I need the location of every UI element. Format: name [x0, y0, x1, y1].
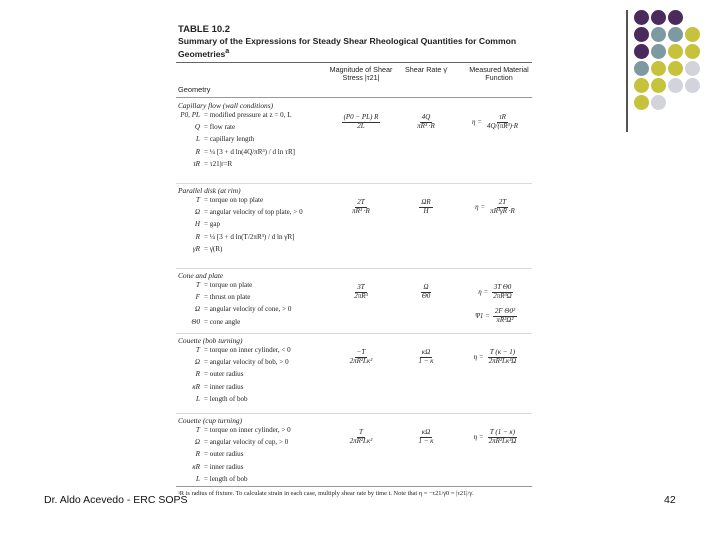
definition-text: = angular velocity of bob, > 0 [204, 358, 289, 367]
shear-rate-expression-fraction-denominator: Θ0 [421, 291, 431, 300]
definition-text: = torque on inner cylinder, < 0 [204, 346, 291, 354]
definition-text: = thrust on plate [204, 293, 251, 302]
definition-symbol: Ω [194, 208, 200, 217]
header-stress: Magnitude of Shear Stress |τ21| [329, 65, 393, 83]
definition-text: = cone angle [204, 317, 241, 326]
shear-stress-expression-fraction-denominator: 2πR²Lκ² [349, 436, 373, 445]
table-title-footnote-mark: a [225, 47, 230, 56]
shear-stress-expression [326, 429, 396, 445]
rheology-summary-table [176, 22, 536, 508]
definition-symbol: Ω [194, 358, 200, 367]
decorative-dot [651, 27, 666, 42]
definition-text: = τ21|r=R [204, 159, 233, 168]
shear-rate-expression-fraction-numerator: Ω [423, 283, 429, 291]
definition-text: = angular velocity of cone, > 0 [204, 305, 292, 314]
material-function-expression-fraction [487, 349, 519, 365]
section-divider [176, 183, 532, 184]
decorative-dot [668, 44, 683, 59]
shear-rate-expression-fraction-denominator: 1 − κ [418, 356, 434, 365]
definition-symbol: R [195, 450, 200, 459]
shear-rate-expression-fraction-denominator: H [423, 206, 429, 215]
definition-symbol: Ω [194, 438, 200, 447]
shear-rate-expression-fraction-denominator: 1 − κ [418, 436, 434, 445]
shear-rate-expression [401, 429, 451, 445]
shear-stress-expression-fraction [342, 114, 381, 130]
geometry-name: Couette (bob turning) [178, 336, 243, 345]
material-function-expression-fraction-denominator: πR³γ̇R ·R [490, 206, 515, 215]
definition-text: = angular velocity of top plate, > 0 [204, 208, 303, 217]
material-function-expression-fraction-numerator: 2T [498, 198, 507, 206]
shear-rate-expression-fraction [416, 349, 435, 365]
shear-stress-expression [326, 114, 396, 130]
shear-stress-expression-fraction-numerator: T [359, 428, 363, 436]
header-rate: Shear Rate γ̇ [405, 65, 447, 74]
material-function-expression-2-fraction-denominator: πR²Ω² [496, 315, 514, 324]
material-function-expression-lhs: η = [471, 117, 482, 126]
shear-stress-expression-fraction [348, 429, 375, 445]
definition-symbol: Ω [194, 305, 200, 314]
shear-stress-expression-fraction-numerator: 2T [357, 198, 365, 206]
material-function-expression-2-fraction [493, 308, 517, 324]
decorative-dot [634, 27, 649, 42]
definition-symbol: T [196, 426, 200, 434]
material-function-expression-fraction-denominator: 2πR³Ω [493, 291, 512, 300]
decorative-dot [685, 61, 700, 76]
definition-text: = torque on inner cylinder, > 0 [204, 426, 291, 434]
definition-symbol: Θ0 [191, 317, 200, 326]
shear-rate-expression-fraction [415, 114, 437, 130]
decorative-dot [634, 44, 649, 59]
shear-stress-expression-fraction [352, 284, 369, 300]
shear-rate-expression-fraction-denominator: πR³ ·R [417, 121, 435, 130]
decorative-dot [651, 95, 666, 110]
shear-stress-expression-fraction [350, 199, 372, 215]
material-function-expression-lhs: η = [478, 287, 489, 296]
material-function-expression-2 [458, 308, 534, 324]
shear-stress-expression [326, 349, 396, 365]
definition-symbol: γ̇R [192, 244, 200, 253]
definition-text: = outer radius [204, 450, 244, 459]
decorative-dot [668, 61, 683, 76]
slide-footer-caption: Dr. Aldo Acevedo - ERC SOPS [44, 494, 188, 506]
definition-text: = inner radius [204, 462, 244, 471]
definition-symbol: κR [192, 462, 200, 471]
material-function-expression-fraction-numerator: 3T Θ0 [493, 283, 512, 291]
section-divider [176, 413, 532, 414]
shear-rate-expression-fraction-numerator: ΩR [421, 198, 431, 206]
definition-symbol: H [194, 220, 200, 229]
definition-symbol: τR [193, 159, 200, 168]
material-function-expression-fraction-denominator: 4Q/(πR³)·R [486, 121, 519, 130]
decorative-dot [634, 95, 649, 110]
definition-text: = flow rate [204, 123, 236, 132]
material-function-expression [458, 114, 534, 130]
definition-symbol: L [196, 474, 200, 483]
material-function-expression-fraction-denominator: 2πR²Lκ³Ω [488, 356, 517, 365]
definition-text: = ¼ [3 + d ln(T/2πR³) / d ln γ̇R] [204, 232, 295, 241]
definition-text: = angular velocity of cup, > 0 [204, 438, 289, 447]
shear-stress-expression-fraction-denominator: 2πR³ [354, 291, 368, 300]
decorative-dot [668, 78, 683, 93]
decorative-dot [685, 44, 700, 59]
shear-rate-expression [401, 114, 451, 130]
decorative-dot [685, 27, 700, 42]
definition-text: = modified pressure at z = 0, L [204, 111, 292, 119]
material-function-expression [458, 199, 534, 215]
definition-text: = length of bob [204, 474, 248, 483]
geometry-name: Couette (cup turning) [178, 416, 243, 425]
shear-rate-expression [401, 284, 451, 300]
definition-text: = outer radius [204, 370, 244, 379]
material-function-expression [458, 349, 534, 365]
material-function-expression-lhs: η = [473, 432, 484, 441]
shear-rate-expression-fraction [416, 429, 435, 445]
geometry-name: Cone and plate [178, 271, 224, 280]
material-function-expression-lhs: η = [475, 202, 486, 211]
definition-symbol: κR [192, 382, 200, 391]
decorative-dot [685, 78, 700, 93]
shear-stress-expression-fraction-numerator: −T [356, 348, 366, 356]
decorative-dot [651, 61, 666, 76]
slide-page-number: 42 [664, 494, 676, 506]
shear-stress-expression-fraction-denominator: πR³ ·R [352, 206, 370, 215]
definition-text: = torque on plate [204, 281, 253, 289]
vertical-divider [626, 10, 628, 132]
section-divider [176, 333, 532, 334]
shear-rate-expression-fraction-numerator: κΩ [421, 348, 431, 356]
table-top-rule [176, 62, 532, 63]
decorative-dot [668, 27, 683, 42]
material-function-expression-fraction-numerator: τR [499, 113, 506, 121]
header-function: Measured Material Function [469, 65, 529, 83]
shear-rate-expression-fraction [419, 199, 432, 215]
definition-symbol: Q [194, 123, 200, 132]
definition-text: = inner radius [204, 382, 244, 391]
decorative-dot [651, 78, 666, 93]
definition-text: = length of bob [204, 394, 248, 403]
material-function-expression-2-fraction-numerator: 2F Θ0² [494, 307, 516, 315]
definition-text: = ¼ [3 + d ln(4Q/πR³) / d ln τR] [204, 147, 296, 156]
definition-text: = γ̇(R) [204, 244, 223, 253]
definition-symbol: T [196, 281, 200, 289]
decorative-dot [668, 10, 683, 25]
shear-stress-expression [326, 284, 396, 300]
table-id: TABLE 10.2 [178, 24, 231, 35]
material-function-expression-fraction-numerator: T (κ − 1) [489, 348, 516, 356]
shear-stress-expression-fraction [348, 349, 375, 365]
header-geometry: Geometry [178, 85, 211, 94]
material-function-expression [458, 429, 534, 445]
table-title-text: Summary of the Expressions for Steady Shear Rheological Quantities for Common Geometries [178, 36, 517, 60]
shear-rate-expression-fraction-numerator: 4Q [421, 113, 431, 121]
shear-stress-expression-fraction-numerator: (P0 − PL) R [343, 113, 379, 121]
definition-symbol: R [195, 370, 200, 379]
decorative-dot [634, 61, 649, 76]
material-function-expression-lhs: η = [473, 352, 484, 361]
definition-symbol: F [195, 293, 200, 302]
decorative-dot [651, 44, 666, 59]
definition-symbol: L [196, 394, 200, 403]
material-function-expression-fraction [485, 114, 520, 130]
table-bottom-rule [176, 486, 532, 487]
definition-symbol: P0, PL [180, 111, 200, 119]
shear-rate-expression [401, 349, 451, 365]
section-divider [176, 268, 532, 269]
material-function-expression-2-lhs: Ψ1 = [474, 311, 490, 320]
definition-symbol: R [195, 147, 200, 156]
decorative-dot [634, 10, 649, 25]
material-function-expression-fraction [491, 284, 513, 300]
shear-stress-expression [326, 199, 396, 215]
shear-stress-expression-fraction-numerator: 3T [357, 283, 365, 291]
definition-symbol: T [196, 346, 200, 354]
decorative-dot [651, 10, 666, 25]
definition-symbol: T [196, 196, 200, 204]
definition-symbol: L [196, 135, 200, 144]
geometry-name: Parallel disk (at rim) [178, 186, 241, 195]
definition-text: = capillary length [204, 135, 255, 144]
shear-rate-expression-fraction [420, 284, 433, 300]
material-function-expression-fraction [487, 429, 519, 445]
shear-rate-expression-fraction-numerator: κΩ [421, 428, 431, 436]
definition-text: = gap [204, 220, 221, 229]
header-rule [176, 97, 532, 98]
geometry-name: Capillary flow (wall conditions) [178, 101, 274, 110]
material-function-expression-fraction [488, 199, 517, 215]
shear-stress-expression-fraction-denominator: 2L [357, 121, 365, 130]
material-function-expression-fraction-denominator: 2πR²Lκ³Ω [488, 436, 517, 445]
material-function-expression-fraction-numerator: T (1 − κ) [489, 428, 516, 436]
definition-text: = torque on top plate [204, 196, 264, 204]
definition-symbol: R [195, 232, 200, 241]
shear-stress-expression-fraction-denominator: 2πR²Lκ² [349, 356, 373, 365]
material-function-expression [458, 284, 534, 300]
decorative-dot [634, 78, 649, 93]
table-title [178, 36, 518, 60]
table-footnote: ᵃR is radius of fixture. To calculate strain in each case, multiply shear rate by time t. Note that η = −τ21/γ̇0 = |τ21|/γ̇. [178, 490, 474, 497]
shear-rate-expression [401, 199, 451, 215]
